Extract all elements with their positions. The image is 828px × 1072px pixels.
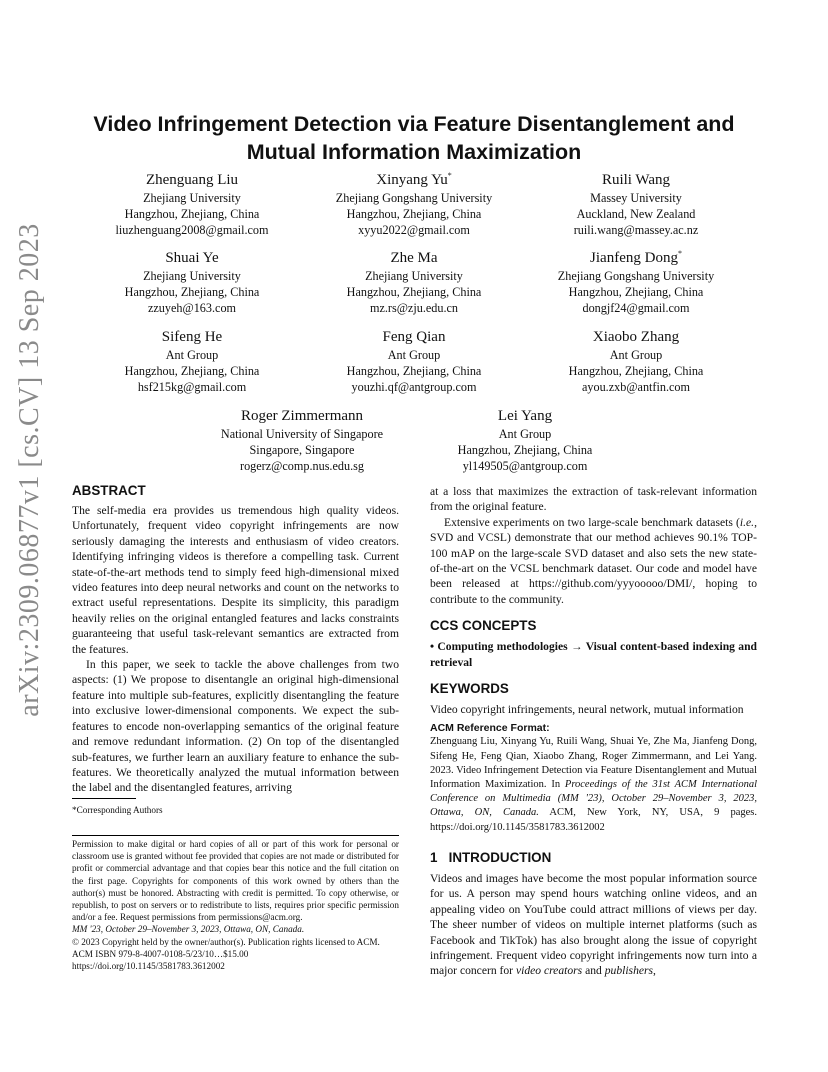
- permission-rule: [72, 835, 399, 836]
- author-location: Hangzhou, Zhejiang, China: [346, 207, 482, 221]
- author-name: Zhe Ma: [390, 250, 438, 266]
- author-location: Hangzhou, Zhejiang, China: [124, 364, 260, 378]
- author-block: [182, 406, 422, 474]
- author-email: liuzhenguang2008@gmail.com: [115, 223, 269, 237]
- author-email: mz.rs@zju.edu.cn: [369, 301, 459, 315]
- author-name: Roger Zimmermann: [240, 408, 364, 424]
- author-name: Shuai Ye: [165, 250, 219, 266]
- author-email: youzhi.qf@antgroup.com: [351, 380, 477, 394]
- right-column: [430, 484, 757, 979]
- introduction-heading: 1 INTRODUCTION: [430, 849, 552, 865]
- author-block: [294, 248, 534, 316]
- author-block: [72, 248, 312, 316]
- acm-reference-text: Zhenguang Liu, Xinyang Yu, Ruili Wang, Shuai Ye, Zhe Ma, Jianfeng Dong, Sifeng He, Feng Qian, Xiaobo Zhang, Roger Zimmermann, and Lei Yang. 2023. Video Infringement Detection via Feature Disentanglement and Mutual Information Maximization. In Proceedings of the 31st ACM International Conference on Multimedia (MM '23), October 29–November 3, 2023, Ottawa, ON, Canada. ACM, New York, NY, USA, 9 pages. https://doi.org/10.1145/3581783.3612002: [430, 736, 757, 833]
- author-email: hsf215kg@gmail.com: [137, 380, 247, 394]
- left-column: [72, 482, 399, 796]
- author-name: Jianfeng Dong: [590, 250, 678, 266]
- footnote-rule: [72, 798, 136, 799]
- author-affiliation: Zhejiang Gongshang University: [335, 191, 493, 205]
- author-name: Lei Yang: [497, 408, 553, 424]
- corresponding-mark: *: [677, 249, 682, 258]
- author-name: Feng Qian: [382, 329, 446, 345]
- author-affiliation: National University of Singapore: [220, 427, 384, 441]
- author-location: Hangzhou, Zhejiang, China: [568, 285, 704, 299]
- author-location: Hangzhou, Zhejiang, China: [457, 443, 593, 457]
- author-email: rogerz@comp.nus.edu.sg: [240, 459, 364, 473]
- author-name: Ruili Wang: [601, 172, 671, 188]
- ccs-text: • Computing methodologies → Visual content-based indexing and retrieval: [430, 640, 757, 669]
- keywords-text: Video copyright infringements, neural network, mutual information: [430, 703, 744, 717]
- permission-text: Permission to make digital or hard copies of all or part of this work for personal or classroom use is granted without fee provided that copies are not made or distributed for profit or commercial advantage and that copies bear this notice and the full citation on the first page. Copyrights for components of this work owned by others than the author(s) must be honored. Abstracting with credit is permitted. To copy otherwise, or republish, to post on servers or to redistribute to lists, requires prior specific permission and/or a fee. Request permissions from permissions@acm.org.: [72, 839, 399, 923]
- author-location: Hangzhou, Zhejiang, China: [124, 207, 260, 221]
- author-location: Hangzhou, Zhejiang, China: [346, 364, 482, 378]
- author-block: [516, 170, 756, 238]
- author-block: [516, 248, 756, 316]
- author-email: ayou.zxb@antfin.com: [581, 380, 690, 394]
- abstract-continuation: at a loss that maximizes the extraction of task-relevant information from the original feature.: [430, 485, 757, 514]
- copyright-line: © 2023 Copyright held by the owner/author(s). Publication rights licensed to ACM.: [72, 936, 380, 947]
- author-location: Singapore, Singapore: [249, 443, 355, 457]
- author-block: [405, 406, 645, 474]
- abstract-paragraph-2: In this paper, we seek to tackle the above challenges from two aspects: (1) We propose to disentangle an original high-dimensional feature into multiple sub-features, explicitly disentangling the feature into exclusive lower-dimensional components. We expect the sub-features to encode non-overlapping semantics of the original feature and remove redundant information. (2) On top of the disentangled sub-features, we further learn an auxiliary feature to enhance the sub-features. We theoretically analyzed the mutual information between the label and the disentangled features, arriving: [72, 658, 399, 795]
- arxiv-side-identifier: arXiv:2309.06877v1 [cs.CV] 13 Sep 2023: [14, 223, 45, 717]
- author-name: Xinyang Yu: [376, 172, 448, 188]
- paper-title: [72, 110, 756, 166]
- author-affiliation: Ant Group: [498, 427, 552, 441]
- title-line-1: Video Infringement Detection via Feature Disentanglement and: [93, 112, 735, 136]
- author-name: Sifeng He: [161, 329, 223, 345]
- author-name: Xiaobo Zhang: [592, 329, 680, 345]
- acm-reference-heading: ACM Reference Format:: [430, 722, 550, 735]
- author-affiliation: Zhejiang University: [143, 269, 241, 283]
- author-email: ruili.wang@massey.ac.nz: [573, 223, 699, 237]
- author-name: Zhenguang Liu: [145, 172, 239, 188]
- author-affiliation: Zhejiang University: [365, 269, 463, 283]
- author-block: [72, 170, 312, 238]
- footnote: *Corresponding Authors: [72, 805, 163, 815]
- author-affiliation: Massey University: [590, 191, 682, 205]
- permission-block: [72, 838, 399, 972]
- author-affiliation: Zhejiang Gongshang University: [557, 269, 715, 283]
- abstract-heading: ABSTRACT: [72, 483, 146, 498]
- author-location: Hangzhou, Zhejiang, China: [346, 285, 482, 299]
- author-location: Hangzhou, Zhejiang, China: [124, 285, 260, 299]
- author-block: [294, 170, 534, 238]
- corresponding-mark: *: [447, 171, 452, 180]
- isbn-line: ACM ISBN 979-8-4007-0108-5/23/10…$15.00: [72, 948, 249, 959]
- title-line-2: Mutual Information Maximization: [246, 140, 582, 164]
- author-block: [516, 327, 756, 395]
- author-email: xyyu2022@gmail.com: [358, 223, 470, 237]
- author-block: [294, 327, 534, 395]
- author-affiliation: Ant Group: [387, 348, 441, 362]
- author-location: Hangzhou, Zhejiang, China: [568, 364, 704, 378]
- abstract-paragraph-3: Extensive experiments on two large-scale benchmark datasets (i.e., SVD and VCSL) demonstrate that our method achieves 90.1% TOP-100 mAP on the large-scale SVD dataset and also sets the new state-of-the-art on the VCSL benchmark dataset. Our code and model have been released at https://github.com/yyyooooo/DMI/, hoping to contribute to the community.: [430, 515, 757, 606]
- author-affiliation: Ant Group: [609, 348, 663, 362]
- author-affiliation: Ant Group: [165, 348, 219, 362]
- author-email: dongjf24@gmail.com: [582, 301, 690, 315]
- ccs-heading: CCS CONCEPTS: [430, 618, 537, 634]
- introduction-paragraph: Videos and images have become the most popular information source for us. A person may spend hours watching online videos, and an appealing video on YouTube could attract millions of views per day. The sheer number of videos on multiple internet platforms (such as Facebook and TikTok) has also brought along the issue of copyright infringement. Frequent video copyright infringements now turn into a major concern for video creators and publishers,: [430, 871, 757, 978]
- doi-line: https://doi.org/10.1145/3581783.3612002: [72, 961, 225, 972]
- author-email: zzuyeh@163.com: [147, 301, 237, 315]
- author-block: [72, 327, 312, 395]
- conference-line: MM '23, October 29–November 3, 2023, Ottawa, ON, Canada.: [72, 924, 305, 935]
- author-email: yl149505@antgroup.com: [462, 459, 588, 473]
- author-location: Auckland, New Zealand: [576, 207, 696, 221]
- author-affiliation: Zhejiang University: [143, 191, 241, 205]
- abstract-paragraph-1: The self-media era provides us tremendous high quality videos. Unfortunately, frequent video copyright infringements are now seriously damaging the interests and enthusiasm of video creators. Identifying infringing videos is therefore a compelling task. Current state-of-the-art methods tend to simply feed high-dimensional mixed video features into deep neural networks and count on the networks to extract useful representations. Despite its simplicity, this paradigm heavily relies on the original entangled features and lacks constraints guaranteeing that useful task-relevant semantics are extracted from the features.: [72, 504, 399, 656]
- keywords-heading: KEYWORDS: [430, 681, 509, 697]
